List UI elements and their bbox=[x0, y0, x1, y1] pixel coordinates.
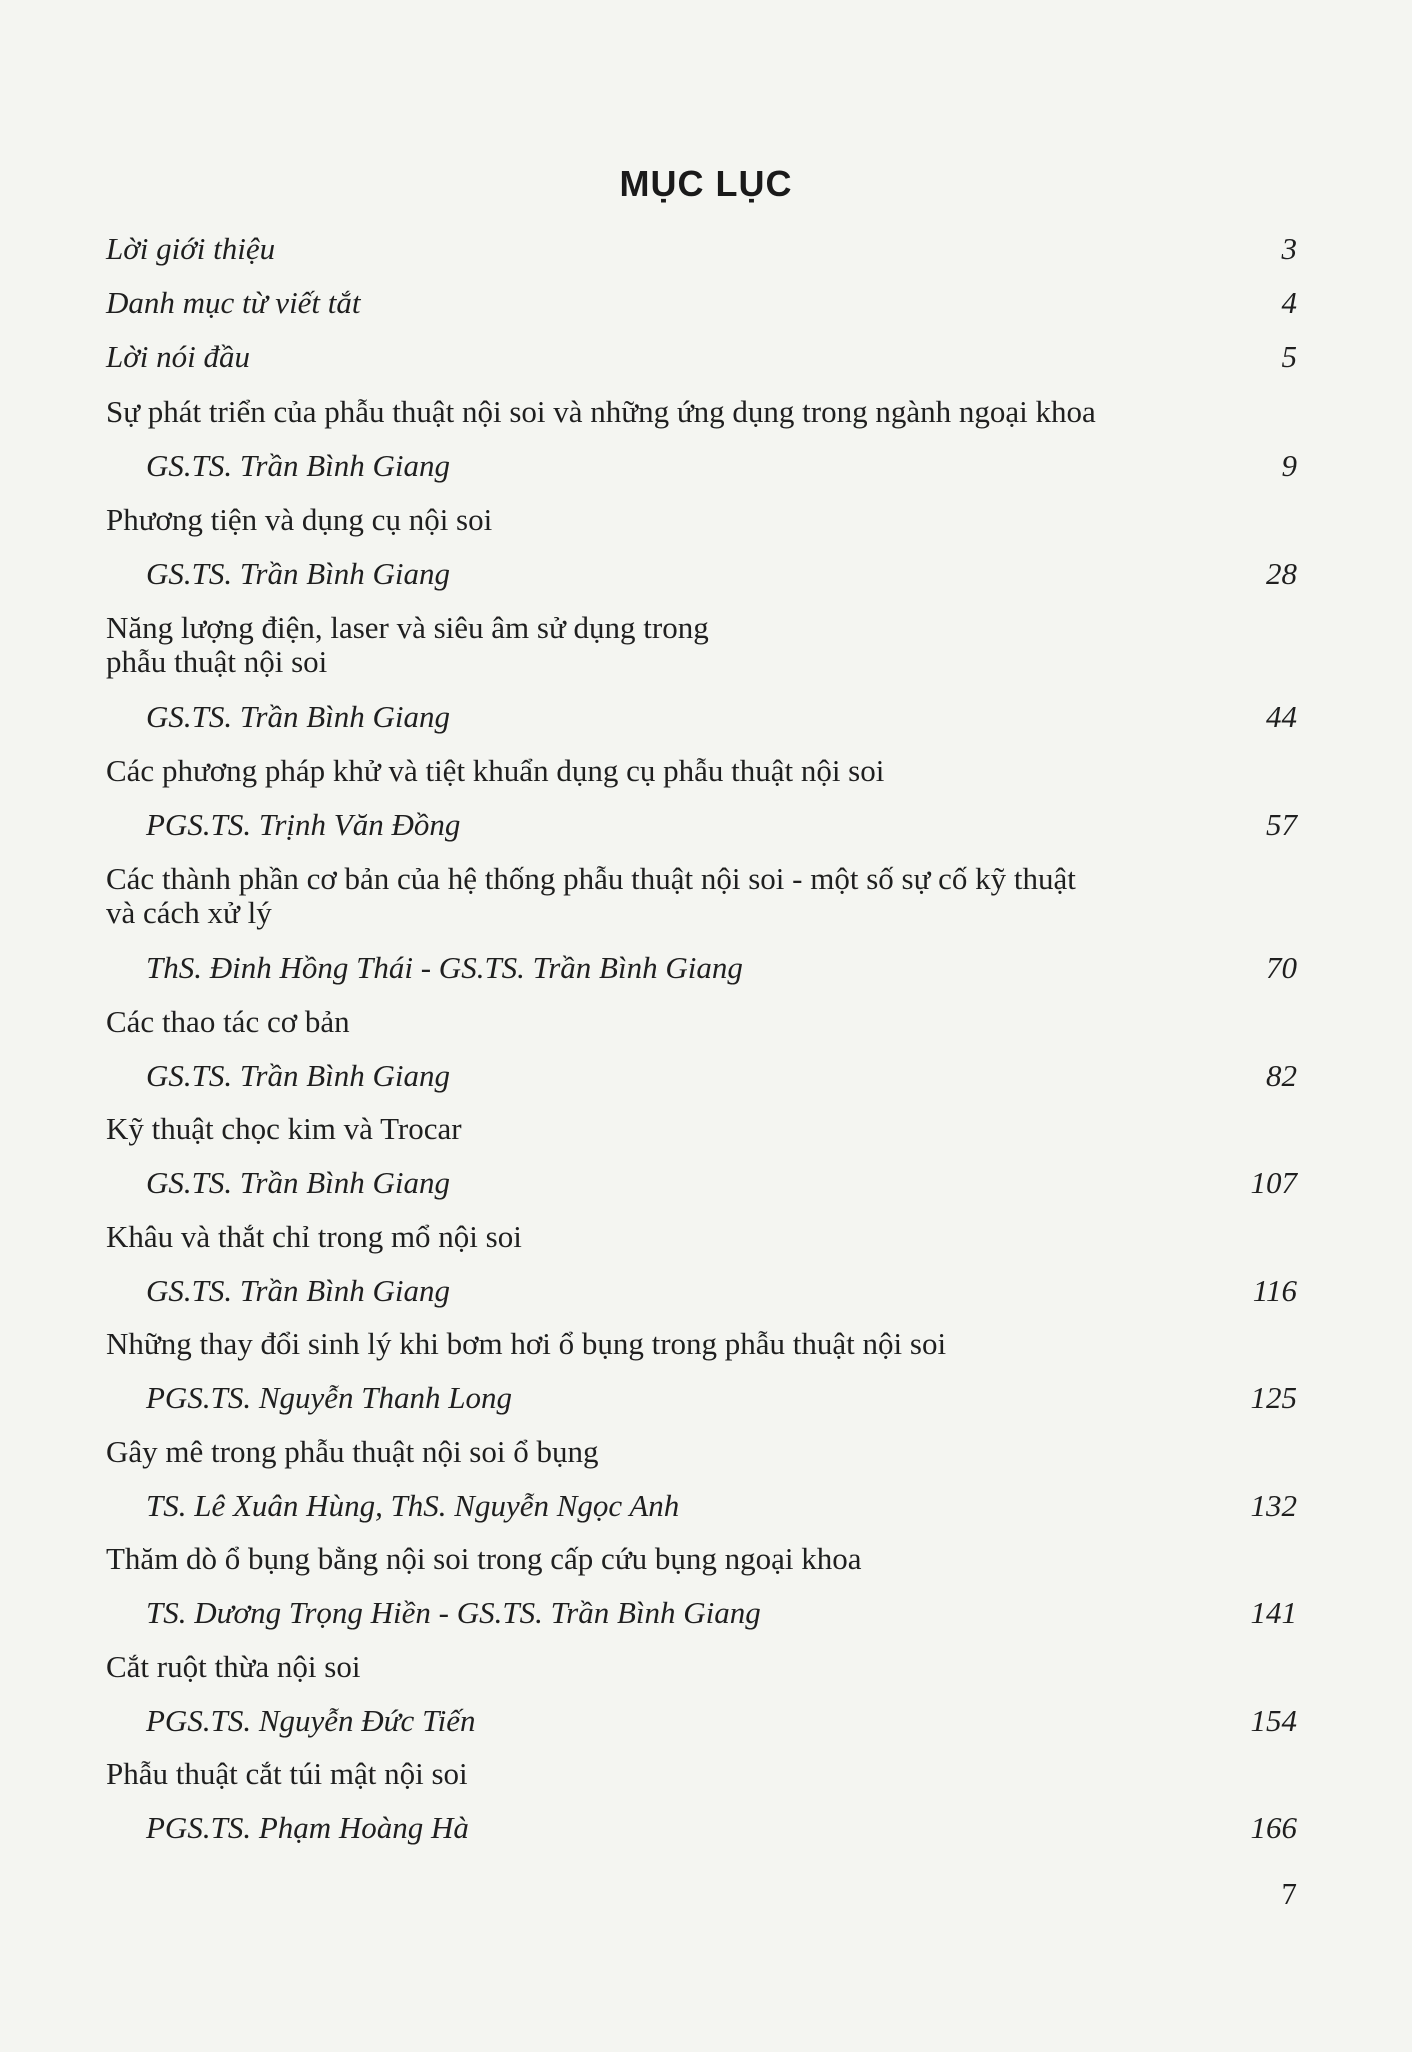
page-number: 7 bbox=[1281, 1876, 1297, 1911]
toc-chapter-author: PGS.TS. Phạm Hoàng Hà bbox=[146, 1810, 469, 1845]
toc-chapter-author-row bbox=[146, 808, 1297, 842]
toc-chapter-author: GS.TS. Trần Bình Giang bbox=[146, 1165, 451, 1200]
toc-chapter-page: 125 bbox=[1250, 1380, 1297, 1415]
toc-chapter-author-row bbox=[146, 1596, 1297, 1630]
toc-chapter-author: GS.TS. Trần Bình Giang bbox=[146, 699, 451, 734]
toc-chapter-page: 132 bbox=[1250, 1488, 1297, 1523]
toc-chapter-page: 57 bbox=[1266, 807, 1297, 842]
toc-chapter-page: 141 bbox=[1250, 1595, 1297, 1630]
toc-chapter-page: 44 bbox=[1266, 699, 1297, 734]
toc-chapter-author: GS.TS. Trần Bình Giang bbox=[146, 1058, 451, 1093]
toc-chapter-title: Gây mê trong phẫu thuật nội soi ổ bụng bbox=[106, 1434, 599, 1469]
toc-chapter-author: GS.TS. Trần Bình Giang bbox=[146, 1273, 451, 1308]
toc-chapter-page: 116 bbox=[1252, 1273, 1297, 1308]
toc-chapter-author-row bbox=[146, 951, 1297, 985]
toc-chapter-title: Các thành phần cơ bản của hệ thống phẫu thuật nội soi - một số sự cố kỹ thuật và cách xử lý bbox=[106, 861, 1076, 930]
toc-chapter-page: 107 bbox=[1250, 1165, 1297, 1200]
toc-chapter-title: Năng lượng điện, laser và siêu âm sử dụng trong phẫu thuật nội soi bbox=[106, 610, 709, 679]
toc-chapter-author-row bbox=[146, 1381, 1297, 1415]
toc-chapter-page: 70 bbox=[1266, 950, 1297, 985]
toc-chapter-author-row bbox=[146, 1704, 1297, 1738]
toc-chapter-author: PGS.TS. Nguyễn Đức Tiến bbox=[146, 1703, 476, 1738]
toc-chapter-author: TS. Dương Trọng Hiền - GS.TS. Trần Bình Giang bbox=[146, 1595, 761, 1630]
toc-entry-front bbox=[106, 340, 1297, 374]
toc-entry-page: 3 bbox=[1281, 231, 1297, 266]
toc-chapter-title: Các thao tác cơ bản bbox=[106, 1004, 350, 1039]
toc-chapter-title: Phẫu thuật cắt túi mật nội soi bbox=[106, 1756, 468, 1791]
toc-entry-title: Lời nói đầu bbox=[106, 339, 251, 374]
toc-chapter-author-row bbox=[146, 449, 1297, 483]
toc-chapter-author: TS. Lê Xuân Hùng, ThS. Nguyễn Ngọc Anh bbox=[146, 1488, 680, 1523]
toc-chapter-title: Những thay đổi sinh lý khi bơm hơi ổ bụng trong phẫu thuật nội soi bbox=[106, 1326, 947, 1361]
toc-chapter-page: 9 bbox=[1281, 448, 1297, 483]
toc-chapter-author-row bbox=[146, 1059, 1297, 1093]
toc-entry-page: 5 bbox=[1281, 339, 1297, 374]
toc-entry-title: Lời giới thiệu bbox=[106, 231, 276, 266]
toc-chapter-title: Cắt ruột thừa nội soi bbox=[106, 1649, 361, 1684]
toc-chapter-author-row bbox=[146, 1166, 1297, 1200]
toc-chapter-author-row bbox=[146, 1274, 1297, 1308]
toc-chapter-page: 166 bbox=[1250, 1810, 1297, 1845]
toc-chapter-title: Phương tiện và dụng cụ nội soi bbox=[106, 502, 493, 537]
toc-chapter-author: ThS. Đinh Hồng Thái - GS.TS. Trần Bình Giang bbox=[146, 950, 743, 985]
toc-chapter-author-row bbox=[146, 557, 1297, 591]
toc-chapter-title: Kỹ thuật chọc kim và Trocar bbox=[106, 1111, 462, 1146]
toc-chapter-author: GS.TS. Trần Bình Giang bbox=[146, 556, 451, 591]
toc-chapter-page: 28 bbox=[1266, 556, 1297, 591]
toc-chapter-author: PGS.TS. Nguyễn Thanh Long bbox=[146, 1380, 512, 1415]
toc-chapter-author-row bbox=[146, 1489, 1297, 1523]
toc-chapter-author: PGS.TS. Trịnh Văn Đồng bbox=[146, 807, 461, 842]
toc-entry-page: 4 bbox=[1281, 285, 1297, 320]
toc-chapter-page: 82 bbox=[1266, 1058, 1297, 1093]
toc-chapter-author: GS.TS. Trần Bình Giang bbox=[146, 448, 451, 483]
toc-chapter-author-row bbox=[146, 1811, 1297, 1845]
page-title: MỤC LỤC bbox=[619, 163, 793, 204]
toc-chapter-title: Các phương pháp khử và tiệt khuẩn dụng cụ phẫu thuật nội soi bbox=[106, 753, 885, 788]
toc-chapter-title: Khâu và thắt chỉ trong mổ nội soi bbox=[106, 1219, 522, 1254]
toc-chapter-title: Sự phát triển của phẫu thuật nội soi và những ứng dụng trong ngành ngoại khoa bbox=[106, 394, 1096, 429]
toc-chapter-author-row bbox=[146, 700, 1297, 734]
toc-entry-front bbox=[106, 286, 1297, 320]
toc-entry-title: Danh mục từ viết tắt bbox=[106, 285, 361, 320]
toc-chapter-title: Thăm dò ổ bụng bằng nội soi trong cấp cứu bụng ngoại khoa bbox=[106, 1541, 862, 1576]
toc-entry-front bbox=[106, 232, 1297, 266]
toc-chapter-page: 154 bbox=[1250, 1703, 1297, 1738]
